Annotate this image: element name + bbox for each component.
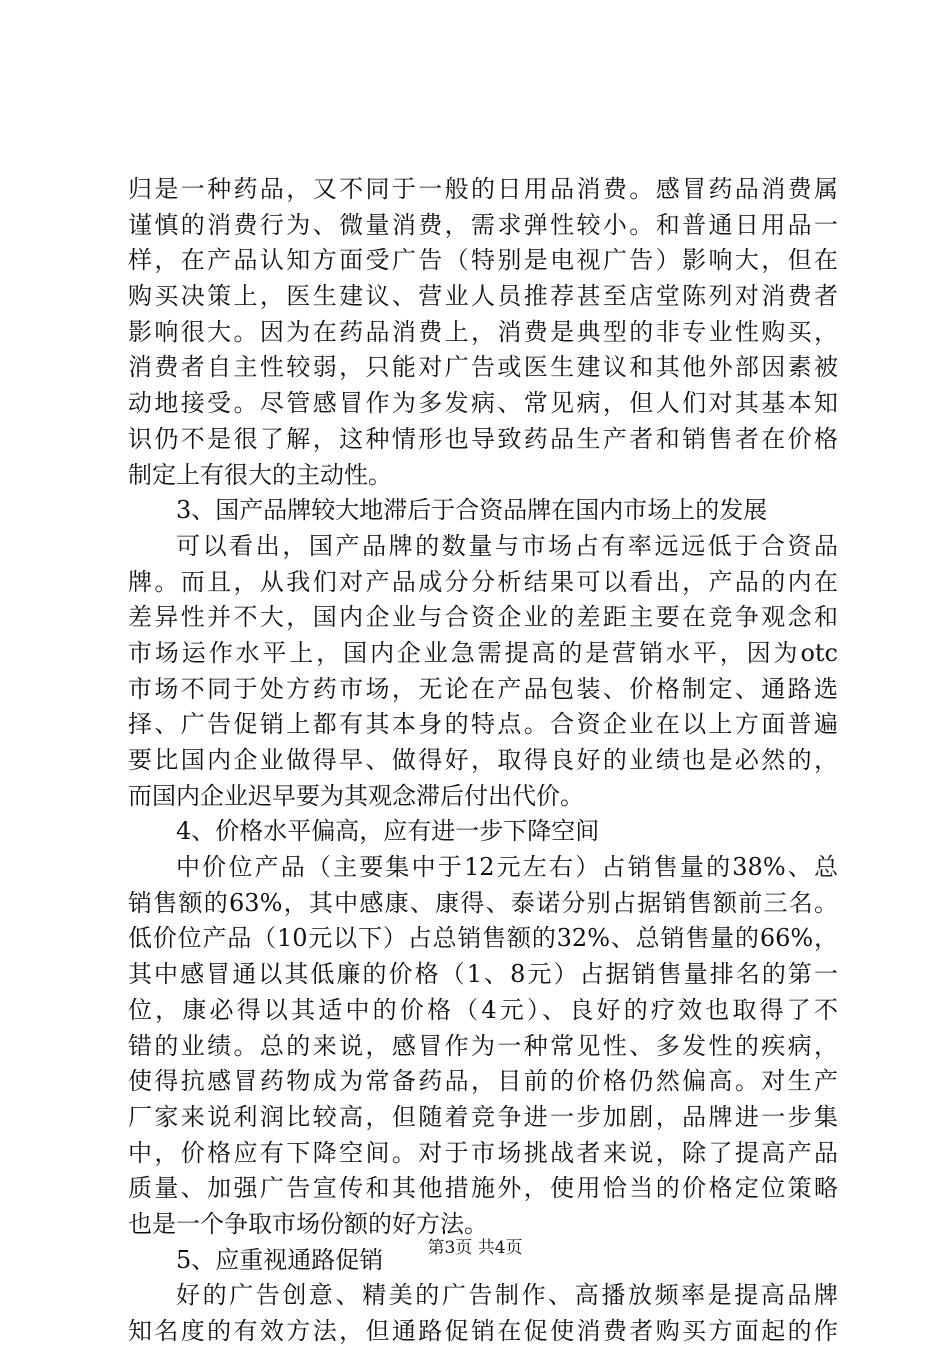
text-line: 归是一种药品，又不同于一般的日用品消费。感冒药品消费属 — [128, 175, 838, 203]
text-line: 市场运作水平上，国内企业急需提高的是营销水平，因为otc — [128, 638, 838, 667]
section-heading: 5、应重视通路促销 — [176, 1245, 384, 1274]
text-line: 知名度的有效方法，但通路促销在促使消费者购买方面起的作 — [128, 1317, 838, 1345]
text-line: 质量、加强广告宣传和其他措施外，使用恰当的价格定位策略 — [128, 1174, 838, 1203]
text-line: 好的广告创意、精美的广告制作、高播放频率是提高品牌 — [176, 1281, 838, 1310]
text-line: 择、广告促销上都有其本身的特点。合资企业在以上方面普遍 — [128, 710, 838, 739]
text-line: 差异性并不大，国内企业与合资企业的差距主要在竞争观念和 — [128, 603, 838, 632]
text-line: 可以看出，国产品牌的数量与市场占有率远远低于合资品 — [176, 531, 838, 560]
text-line: 销售额的63%，其中感康、康得、泰诺分别占据销售额前三名。 — [128, 888, 838, 917]
text-line: 要比国内企业做得早、做得好，取得良好的业绩也是必然的， — [128, 746, 838, 774]
text-line: 低价位产品（10元以下）占总销售额的32%、总销售量的66%， — [128, 924, 838, 953]
text-line: 消费者自主性较弱，只能对广告或医生建议和其他外部因素被 — [128, 353, 838, 382]
text-line: 厂家来说利润比较高，但随着竞争进一步加剧，品牌进一步集 — [128, 1102, 838, 1131]
text-line: 识仍不是很了解，这种情形也导致药品生产者和销售者在价格 — [128, 424, 838, 453]
text-line: 使得抗感冒药物成为常备药品，目前的价格仍然偏高。对生产 — [128, 1067, 838, 1096]
text-line: 制定上有很大的主动性。 — [128, 460, 392, 489]
text-line: 而国内企业迟早要为其观念滞后付出代价。 — [128, 781, 584, 810]
text-line: 也是一个争取市场份额的好方法。 — [128, 1209, 488, 1238]
text-line: 其中感冒通以其低廉的价格（1、8元）占据销售量排名的第一 — [128, 960, 838, 989]
text-line: 市场不同于处方药市场，无论在产品包装、价格制定、通路选 — [128, 674, 838, 703]
text-line: 样，在产品认知方面受广告（特别是电视广告）影响大，但在 — [128, 246, 838, 275]
text-line: 中价位产品（主要集中于12元左右）占销售量的38%、总 — [176, 853, 838, 882]
text-line: 动地接受。尽管感冒作为多发病、常见病，但人们对其基本知 — [128, 389, 838, 418]
body-text — [128, 172, 838, 1350]
text-line: 谨慎的消费行为、微量消费，需求弹性较小。和普通日用品一 — [128, 210, 838, 239]
text-line: 购买决策上，医生建议、营业人员推荐甚至店堂陈列对消费者 — [128, 282, 838, 311]
page-number: 第3页 共4页 — [427, 1238, 523, 1258]
text-line: 牌。而且，从我们对产品成分分析结果可以看出，产品的内在 — [128, 567, 838, 596]
section-heading: 4、价格水平偏高，应有进一步下降空间 — [176, 817, 600, 846]
text-line: 位，康必得以其适中的价格（4元）、良好的疗效也取得了不 — [128, 995, 838, 1024]
text-line: 中，价格应有下降空间。对于市场挑战者来说，除了提高产品 — [128, 1138, 838, 1167]
text-line: 错的业绩。总的来说，感冒作为一种常见性、多发性的疾病， — [128, 1031, 838, 1060]
section-heading: 3、国产品牌较大地滞后于合资品牌在国内市场上的发展 — [176, 496, 768, 525]
text-line: 影响很大。因为在药品消费上，消费是典型的非专业性购买， — [128, 317, 838, 346]
